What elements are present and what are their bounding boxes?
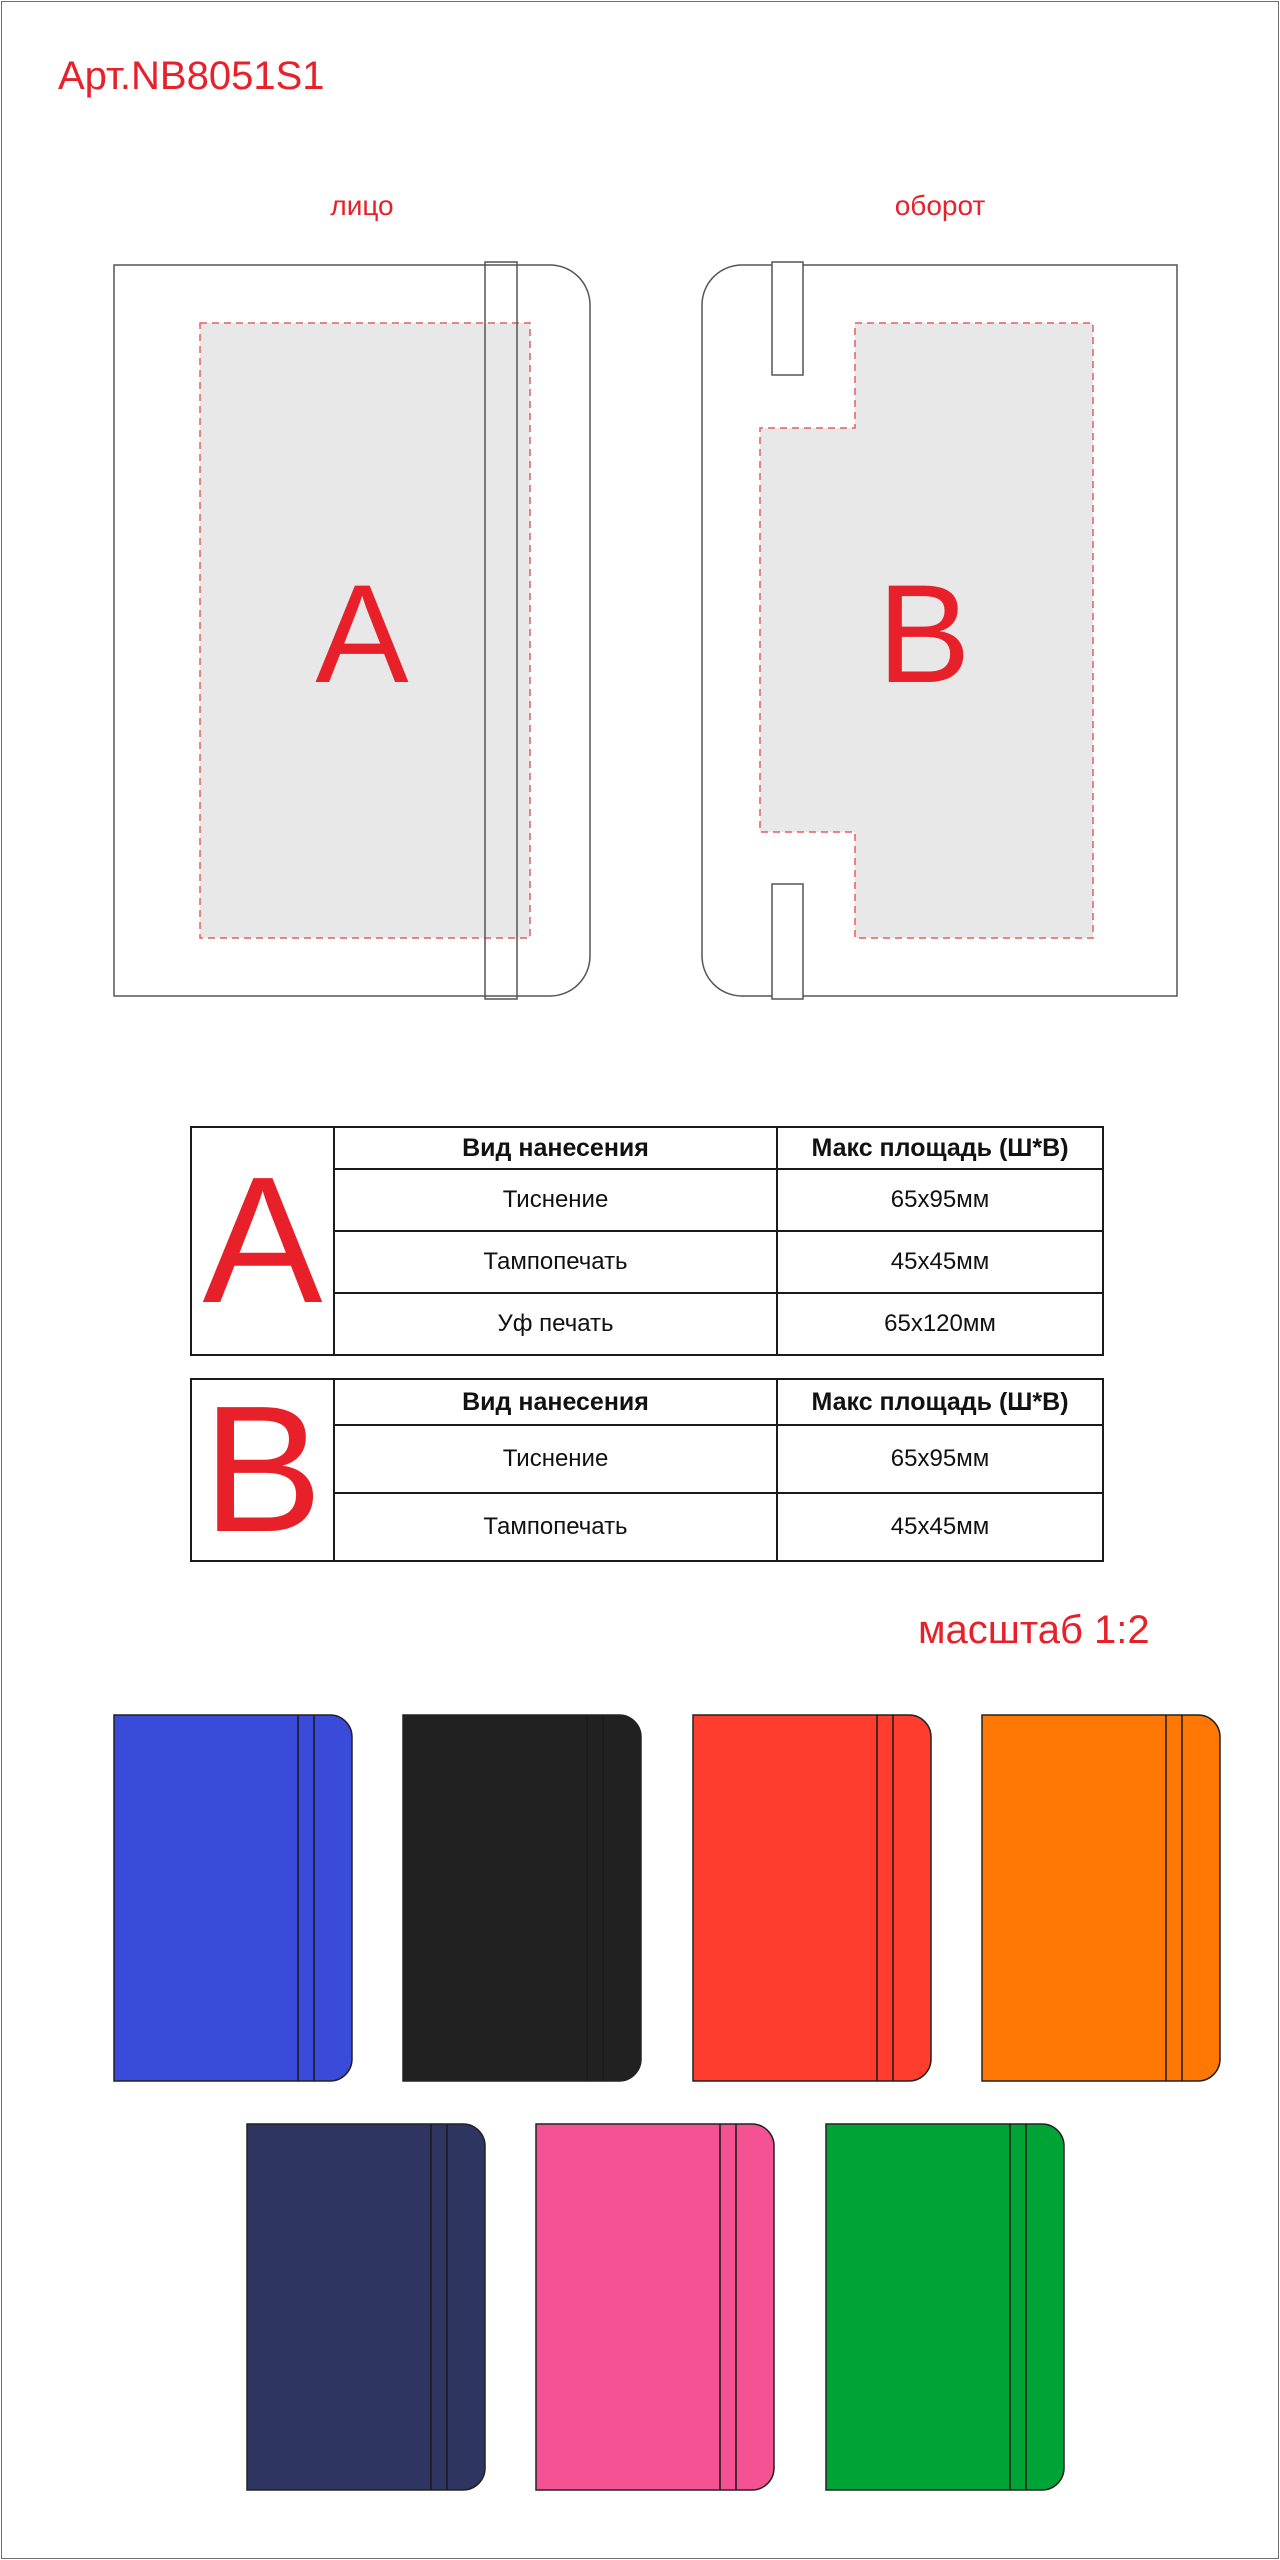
table-b-letter: B <box>191 1379 334 1561</box>
table-a-area: 65x95мм <box>777 1169 1103 1231</box>
notebook-swatch-navy <box>247 2124 485 2490</box>
spec-table-b <box>190 1369 1104 1570</box>
elastic-top <box>772 262 803 375</box>
zone-b-letter: B <box>877 555 971 712</box>
table-a-letter: A <box>191 1127 334 1355</box>
table-b-method: Тампопечать <box>334 1493 777 1561</box>
front-view <box>114 262 590 999</box>
table-b-method: Тиснение <box>334 1425 777 1493</box>
back-view-label: оборот <box>894 190 986 221</box>
table-a-method: Тампопечать <box>334 1231 777 1293</box>
notebook-swatch-red <box>693 1715 931 2081</box>
table-a-area: 45x45мм <box>777 1231 1103 1293</box>
table-a-method: Уф печать <box>334 1293 777 1355</box>
notebook-swatch-orange <box>982 1715 1220 2081</box>
table-a-area-header: Макс площадь (Ш*В) <box>777 1127 1103 1169</box>
table-a-area: 65x120мм <box>777 1293 1103 1355</box>
scale-label: масштаб 1:2 <box>918 1608 1150 1652</box>
notebook-swatch-blue <box>114 1715 352 2081</box>
table-b-area: 65x95мм <box>777 1425 1103 1493</box>
table-b-area: 45x45мм <box>777 1493 1103 1561</box>
elastic-bottom <box>772 884 803 999</box>
spec-table-a <box>190 1126 1104 1356</box>
front-view-label: лицо <box>330 190 394 221</box>
notebook-swatch-green <box>826 2124 1064 2490</box>
zone-a-letter: A <box>315 555 409 712</box>
notebook-swatch-pink <box>536 2124 774 2490</box>
back-view <box>702 262 1177 999</box>
table-b-area-header: Макс площадь (Ш*В) <box>777 1379 1103 1425</box>
table-b-method-header: Вид нанесения <box>334 1379 777 1425</box>
color-swatches <box>114 1715 1220 2490</box>
article-title: Арт.NB8051S1 <box>58 54 325 98</box>
table-a-method-header: Вид нанесения <box>334 1127 777 1169</box>
notebook-swatch-black <box>403 1715 641 2081</box>
table-a-method: Тиснение <box>334 1169 777 1231</box>
